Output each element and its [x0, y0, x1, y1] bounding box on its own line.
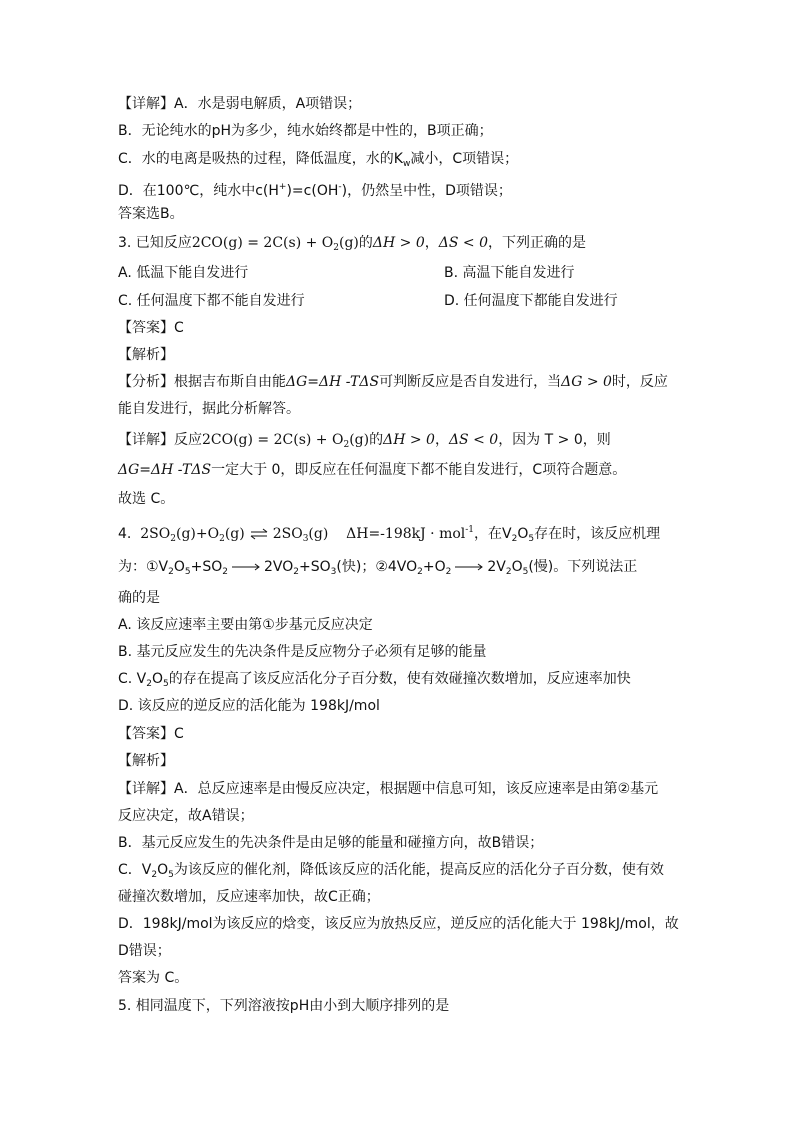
answer-line: 答案选B。	[118, 206, 184, 222]
q4-detail-line5: 碰撞次数增加，反应速率加快，故C正确；	[118, 889, 380, 905]
q3-option-d: D. 任何温度下都能自发进行	[444, 293, 618, 309]
q4-option-a: A. 该反应速率主要由第①步基元反应决定	[118, 617, 373, 633]
detail-line-b: B．无论纯水的pH为多少，纯水始终都是中性的，B项正确；	[118, 123, 493, 139]
detail-line-a: 【详解】A．水是弱电解质，A项错误；	[118, 96, 362, 112]
q4-conclusion: 答案为 C。	[118, 970, 189, 986]
q4-detail-line6: D．198kJ/mol为该反应的焓变，该反应为放热反应，逆反应的活化能大于 198kJ/mol，故	[118, 916, 679, 932]
q4-option-d: D. 该反应的逆反应的活化能为 198kJ/mol	[118, 698, 380, 714]
q3-xiangjie-line1: 【详解】反应$2CO(g) = 2C(s) + O_2(g)$的ΔH > 0，ΔS < 0，因为 T > 0，则	[118, 432, 611, 450]
q3-conclusion: 故选 C。	[118, 491, 175, 507]
reaction-arrow-icon	[231, 562, 261, 572]
detail-line-d: D．在100℃，纯水中c(H+)=c(OH-)，仍然呈中性，D项错误；	[118, 182, 512, 199]
q3-answer: 【答案】C	[118, 320, 184, 336]
q4-detail-line3: B．基元反应发生的先决条件是由足够的能量和碰撞方向，故B错误；	[118, 835, 544, 851]
question-4-line1: 4. $2SO_2(g)+O_2(g)$ $2SO_3(g)$ ΔH=-198kJ · mol$^{-1}$，在$V_2O_5$存在时，该反应机理	[118, 525, 661, 544]
q3-fenxi-line2: 能自发进行，据此分析解答。	[118, 401, 300, 417]
question-3: 3. 已知反应$2CO(g) = 2C(s) + O_2(g)$的ΔH > 0，ΔS < 0，下列正确的是	[118, 235, 586, 253]
q3-xiangjie-line2: ΔG=ΔH -TΔS一定大于 0，即反应在任何温度下都不能自发进行，C项符合题意。	[118, 462, 627, 478]
q3-option-a: A. 低温下能自发进行	[118, 265, 249, 281]
question-5: 5. 相同温度下，下列溶液按pH由小到大顺序排列的是	[118, 998, 450, 1014]
q3-analysis-label: 【解析】	[118, 347, 174, 363]
equilibrium-arrow-icon	[249, 526, 269, 542]
q4-option-b: B. 基元反应发生的先决条件是反应物分子必须有足够的能量	[118, 644, 487, 660]
q4-detail-line2: 反应决定，故A错误；	[118, 808, 254, 824]
question-4-line3: 确的是	[118, 590, 160, 606]
question-4-line2: 为：$①V_2O_5+SO_2$ $2VO_2+SO_3$(快)；$②4VO_2+O_2$ $2V_2O_5$(慢)。下列说法正	[118, 559, 638, 577]
reaction-arrow-icon	[454, 562, 484, 572]
q4-analysis-label: 【解析】	[118, 753, 174, 769]
q4-detail-line7: D错误；	[118, 943, 171, 959]
q3-option-c: C. 任何温度下都不能自发进行	[118, 293, 305, 309]
q4-option-c: C. $V_2O_5$的存在提高了该反应活化分子百分数，使有效碰撞次数增加，反应速率加快	[118, 671, 631, 689]
q3-fenxi-line1: 【分析】根据吉布斯自由能ΔG=ΔH -TΔS可判断反应是否自发进行，当ΔG > 0时，反应	[118, 374, 668, 390]
q4-answer: 【答案】C	[118, 726, 184, 742]
q3-option-b: B. 高温下能自发进行	[444, 265, 575, 281]
q4-detail-line1: 【详解】A．总反应速率是由慢反应决定，根据题中信息可知，该反应速率是由第②基元	[118, 781, 659, 797]
q4-detail-line4: C．$V_2O_5$为该反应的催化剂，降低该反应的活化能，提高反应的活化分子百分数，使有效	[118, 862, 664, 880]
detail-line-c: C．水的电离是吸热的过程，降低温度，水的$K_w$减小，C项错误；	[118, 151, 519, 169]
